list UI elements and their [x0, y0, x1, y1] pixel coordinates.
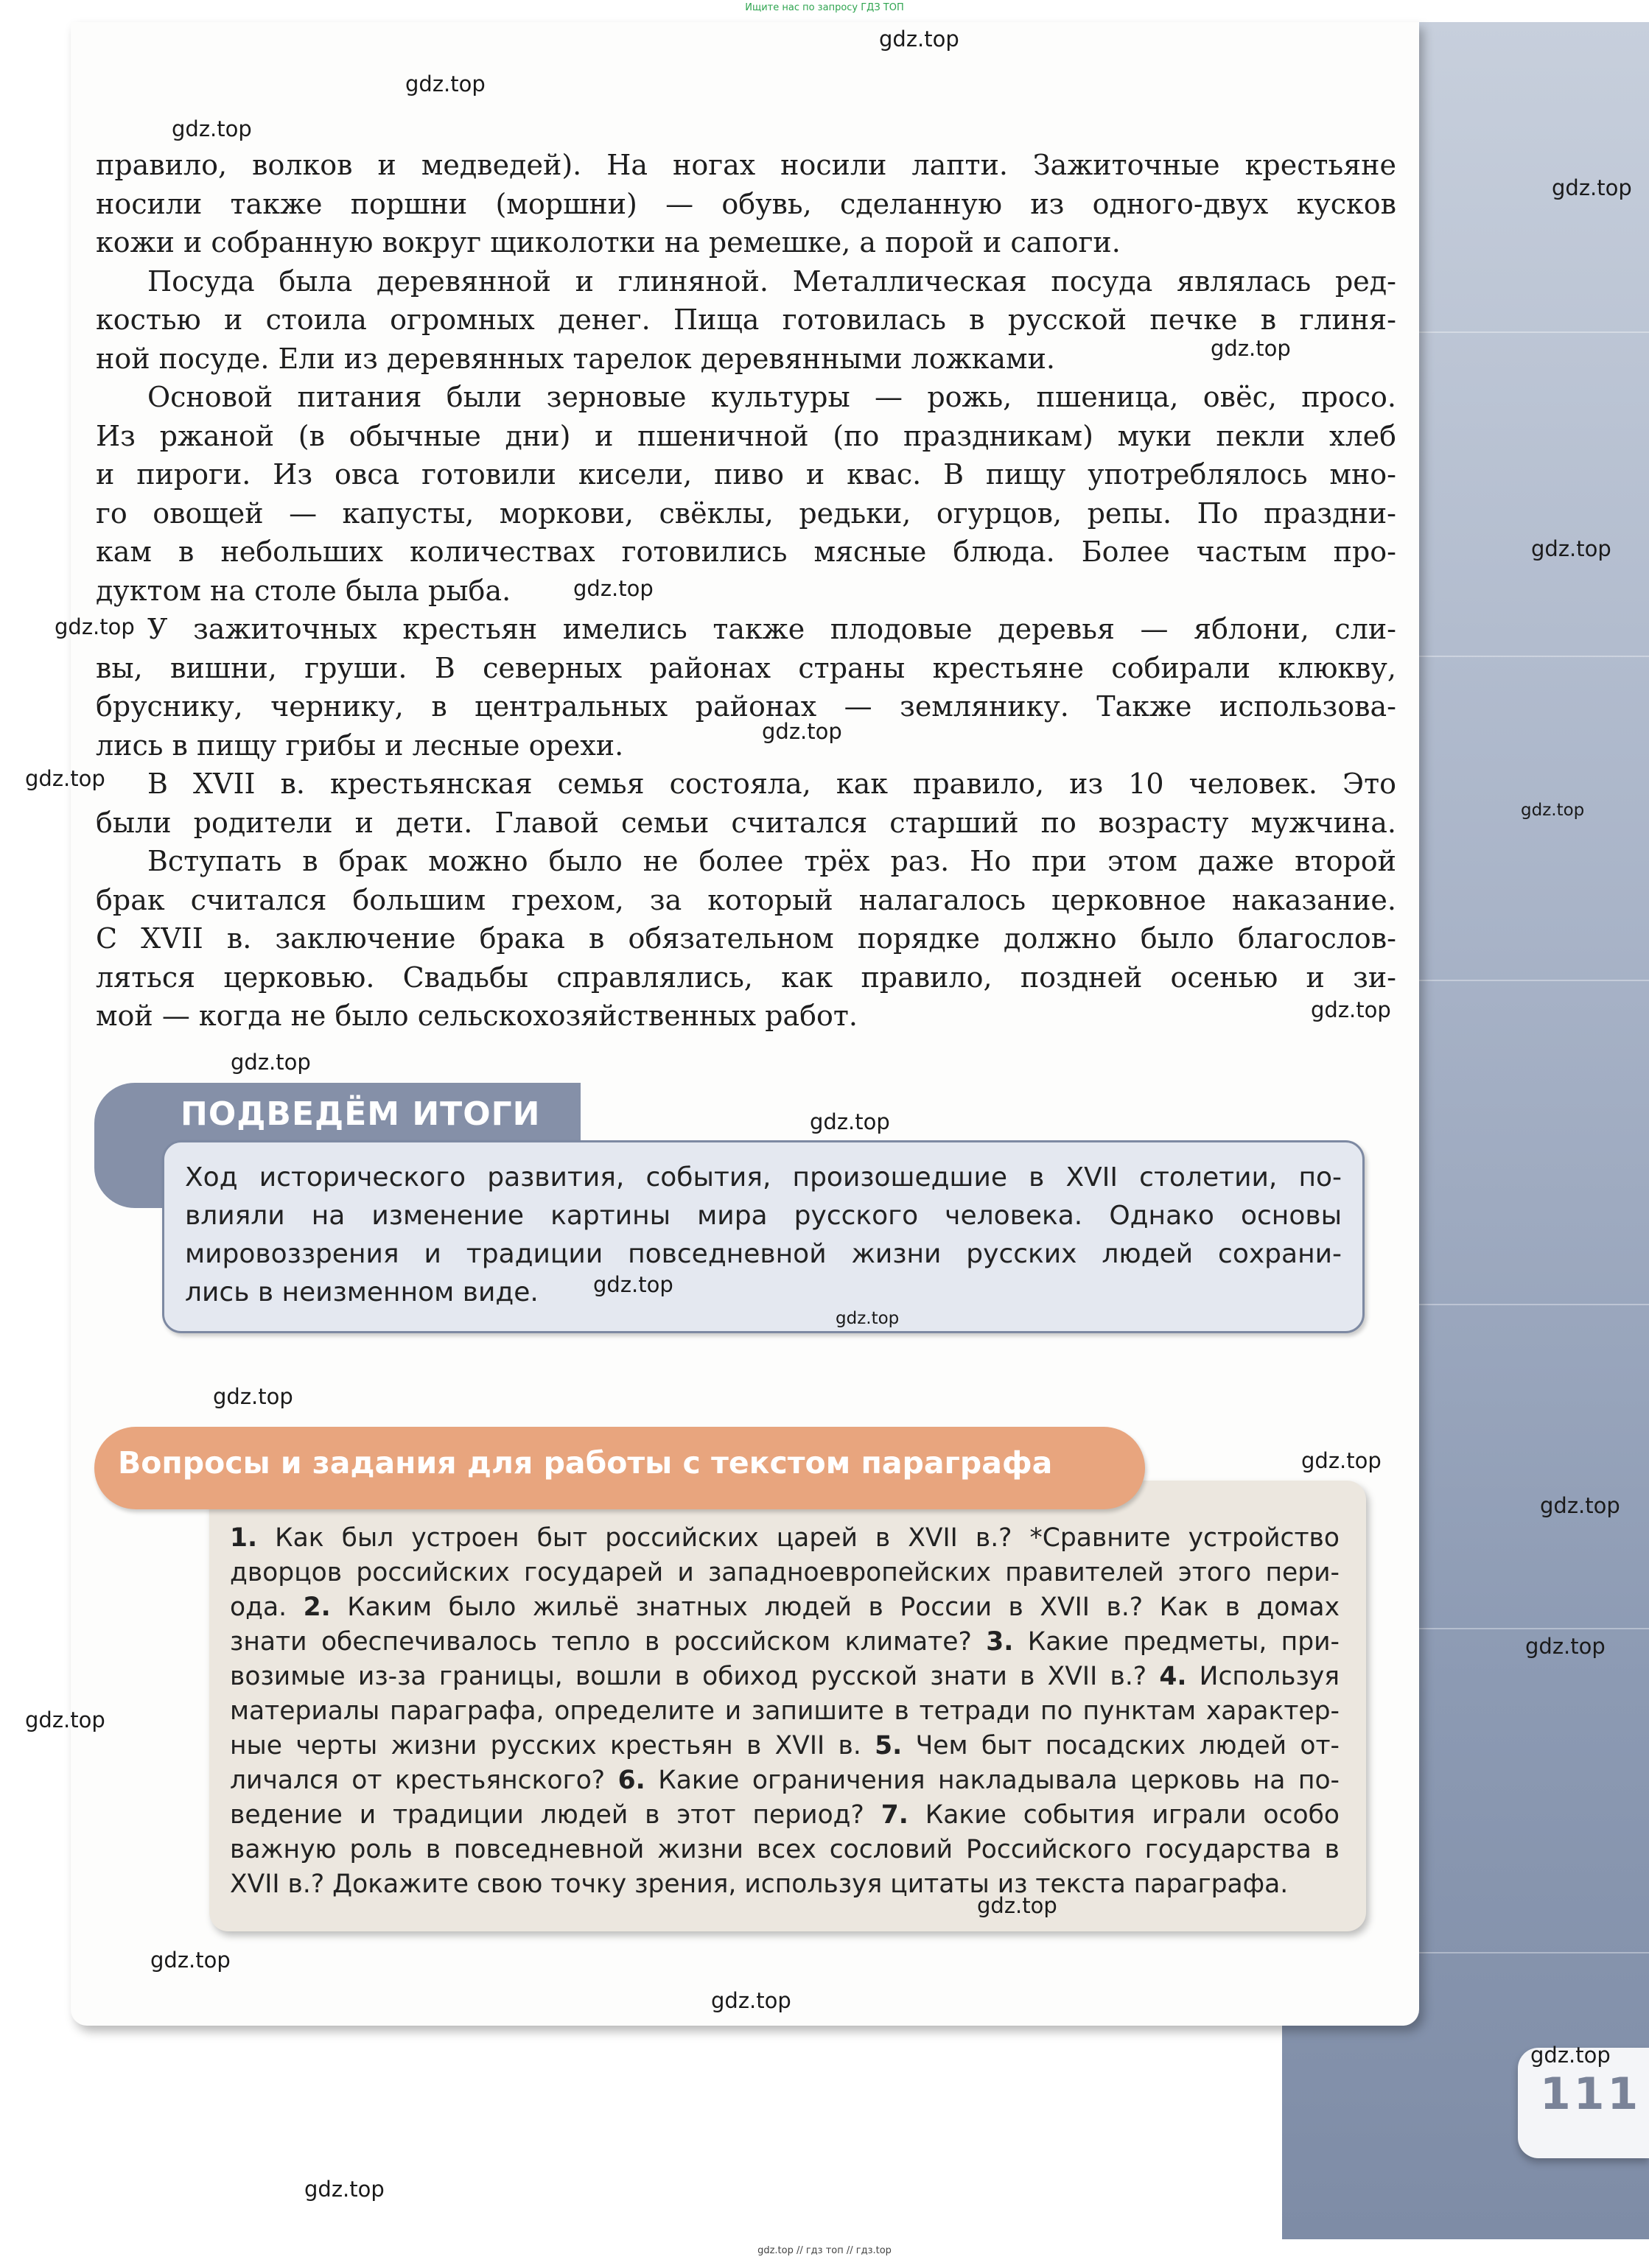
watermark: gdz.top: [836, 1309, 900, 1328]
watermark: gdz.top: [1540, 1493, 1620, 1518]
text-line: го овощей — капусты, моркови, свёклы, редьки, огурцов, репы. По праздни-: [96, 496, 1396, 530]
text-line: были родители и дети. Главой семьи считался старший по возрасту мужчина.: [96, 806, 1396, 839]
watermark: gdz.top: [25, 1707, 105, 1732]
question-line: личался от крестьянского? 6. Какие ограничения накладывала церковь на по-: [230, 1766, 1340, 1795]
question-line: ведение и традиции людей в этот период? 7. Какие события играли особо: [230, 1800, 1340, 1830]
text-line: и пироги. Из овса готовили кисели, пиво и квас. В пищу употреблялось мно-: [96, 458, 1396, 491]
question-line: знати обеспечивалось тепло в российском климате? 3. Какие предметы, при-: [230, 1627, 1340, 1657]
summary-line: лись в неизменном виде.: [185, 1277, 539, 1307]
watermark: gdz.top: [172, 116, 252, 141]
watermark: gdz.top: [1531, 536, 1611, 561]
text-line: Основой питания были зерновые культуры — рожь, пшеница, овёс, просо.: [147, 381, 1396, 413]
text-line: ной посуде. Ели из деревянных тарелок деревянными ложками.: [96, 342, 1056, 375]
text-line: В XVII в. крестьянская семья состояла, как правило, из 10 человек. Это: [147, 768, 1396, 800]
question-line: ные черты жизни русских крестьян в XVII в. 5. Чем быт посадских людей от-: [230, 1731, 1340, 1760]
text-line: Посуда была деревянной и глиняной. Металлическая посуда являлась ред-: [147, 264, 1396, 298]
text-line: С XVII в. заключение брака в обязательном порядке должно было благослов-: [96, 922, 1396, 955]
questions-title: Вопросы и задания для работы с текстом параграфа: [118, 1445, 1053, 1481]
text-line: вы, вишни, груши. В северных районах страны крестьяне собирали клюкву,: [96, 651, 1396, 684]
watermark: gdz.top: [55, 614, 135, 639]
text-line: У зажиточных крестьян имелись также плодовые деревья — яблони, сли-: [147, 613, 1396, 645]
question-line: дворцов российских государей и западноевропейских правителей этого пери-: [230, 1558, 1340, 1587]
watermark: gdz.top: [1301, 1448, 1382, 1473]
watermark: gdz.top: [25, 766, 105, 791]
question-line: XVII в.? Докажите свою точку зрения, используя цитаты из текста параграфа.: [230, 1869, 1289, 1899]
watermark: gdz.top: [405, 71, 486, 96]
watermark: gdz.top: [1530, 2043, 1611, 2068]
watermark: gdz.top: [1525, 1634, 1606, 1659]
summary-line: влияли на изменение картины мира русского человека. Однако основы: [185, 1201, 1342, 1231]
top-hint: Ищите нас по запросу ГДЗ ТОП: [745, 2, 904, 13]
summary-line: Ход исторического развития, события, произошедшие в XVII столетии, по-: [185, 1162, 1342, 1193]
watermark: gdz.top: [573, 576, 654, 601]
text-line: лись в пищу грибы и лесные орехи.: [96, 729, 624, 762]
text-line: кожи и собранную вокруг щиколотки на ремешке, а порой и сапоги.: [96, 226, 1121, 259]
question-line: 1. Как был устроен быт российских царей в XVII в.? *Сравните устройство: [230, 1523, 1340, 1553]
text-line: Из ржаной (в обычные дни) и пшеничной (по праздникам) муки пекли хлеб: [96, 419, 1396, 452]
watermark: gdz.top: [977, 1893, 1057, 1918]
watermark: gdz.top: [1311, 997, 1391, 1022]
watermark: gdz.top: [593, 1272, 673, 1297]
text-line: Вступать в брак можно было не более трёх раз. Но при этом даже второй: [147, 845, 1396, 877]
watermark: gdz.top: [1211, 336, 1291, 361]
bottom-hint: gdz.top // гдз топ // гдз.top: [757, 2245, 892, 2256]
text-line: мой — когда не было сельскохозяйственных работ.: [96, 1000, 858, 1032]
text-line: костью и стоила огромных денег. Пища готовилась в русской печке в глиня-: [96, 303, 1396, 336]
body-text: [96, 146, 1396, 1036]
watermark: gdz.top: [304, 2177, 385, 2202]
text-line: ляться церковью. Свадьбы справлялись, как правило, поздней осенью и зи-: [96, 961, 1396, 994]
text-line: носили также поршни (моршни) — обувь, сделанную из одного-двух кусков: [96, 187, 1396, 220]
watermark: gdz.top: [1521, 801, 1585, 820]
watermark: gdz.top: [1552, 175, 1632, 200]
questions-box: [209, 1481, 1366, 1931]
summary-title: ПОДВЕДЁМ ИТОГИ: [181, 1095, 541, 1133]
question-line: важную роль в повседневной жизни всех сословий Российского государства в: [230, 1835, 1340, 1864]
watermark: gdz.top: [810, 1109, 890, 1134]
watermark: gdz.top: [762, 719, 842, 744]
text-line: правило, волков и медведей). На ногах носили лапти. Зажиточные крестьяне: [96, 149, 1396, 181]
summary-line: мировоззрения и традиции повседневной жизни русских людей сохрани-: [185, 1239, 1342, 1269]
text-line: кам в небольших количествах готовились мясные блюда. Более частым про-: [96, 536, 1396, 568]
watermark: gdz.top: [879, 27, 959, 52]
page-number: 111: [1540, 2068, 1642, 2120]
watermark: gdz.top: [150, 1948, 231, 1973]
question-line: ода. 2. Каким было жильё знатных людей в России в XVII в.? Как в домах: [230, 1593, 1340, 1622]
text-line: дуктом на столе была рыба.: [96, 574, 511, 607]
summary-box: [162, 1140, 1365, 1333]
text-line: бруснику, чернику, в центральных районах — землянику. Также использова-: [96, 690, 1396, 723]
watermark: gdz.top: [213, 1384, 293, 1409]
text-line: брак считался большим грехом, за который налагалось церковное наказание.: [96, 883, 1396, 916]
question-line: материалы параграфа, определите и запишите в тетради по пунктам характер-: [230, 1696, 1340, 1726]
question-line: возимые из-за границы, вошли в обиход русской знати в XVII в.? 4. Используя: [230, 1662, 1340, 1691]
watermark: gdz.top: [231, 1050, 311, 1075]
watermark: gdz.top: [711, 1988, 791, 2013]
